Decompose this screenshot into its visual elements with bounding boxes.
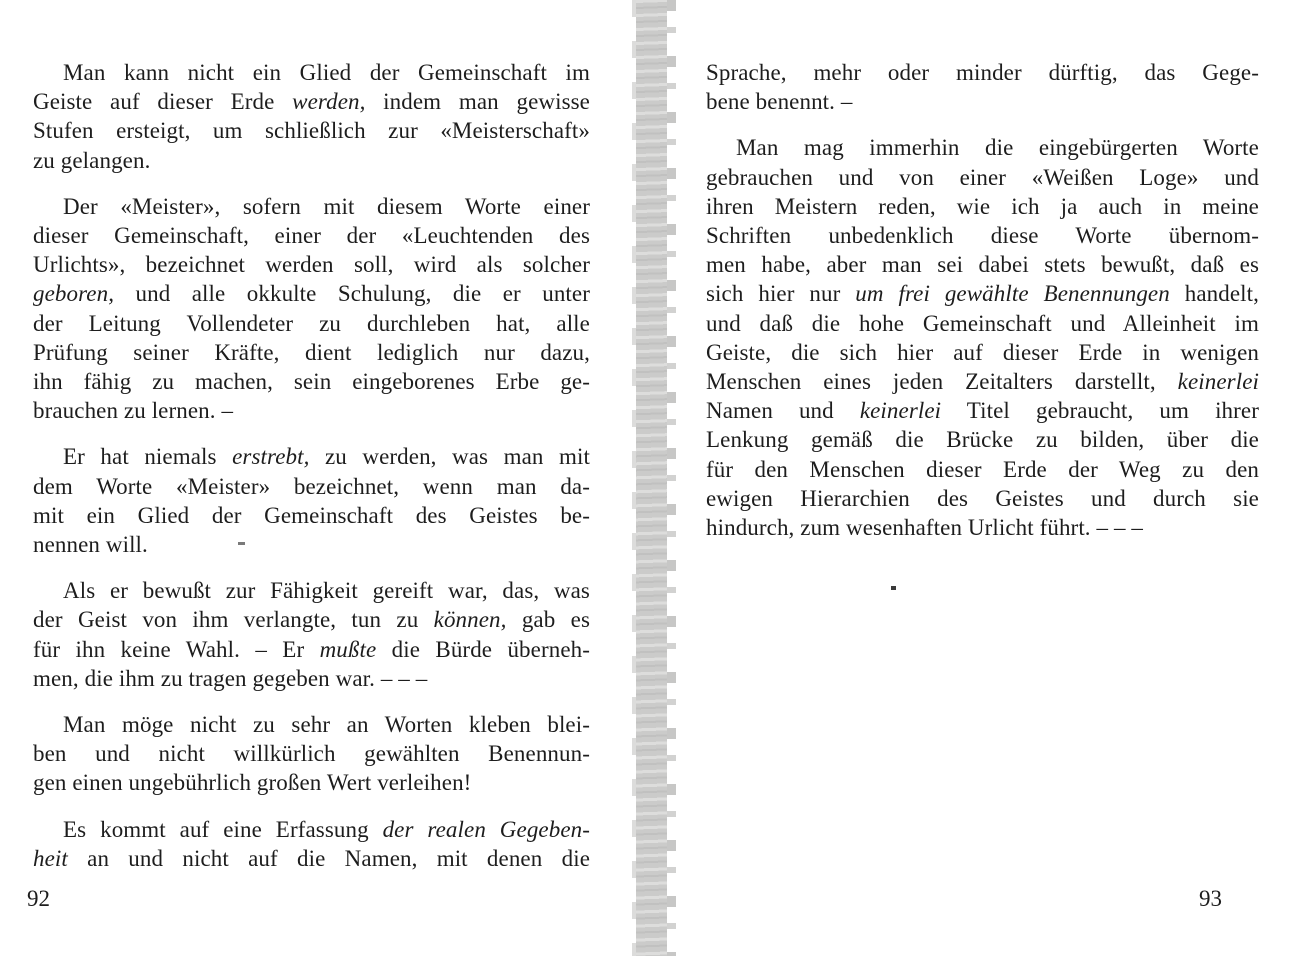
page-right-text [706, 58, 1259, 542]
text-line: brauchen zu lernen. – [33, 398, 234, 424]
text-line: Der «Meister», sofern mit diesem Worte einer [63, 193, 590, 219]
text-line: zu gelangen. [33, 147, 151, 173]
text-line: mit ein Glied der Gemeinschaft des Geistes be- [33, 502, 590, 528]
paragraph [33, 192, 590, 426]
text-line: Sprache, mehr oder minder dürftig, das Gege- [706, 60, 1259, 85]
text-line: bene benennt. – [706, 89, 853, 115]
text-line: und daß die hohe Gemeinschaft und Alleinheit im [706, 310, 1259, 336]
text-line: Lenkung gemäß die Brücke zu bilden, über die [706, 427, 1259, 453]
text-line: Stufen ersteigt, um schließlich zur «Meisterschaft» [33, 118, 590, 144]
paragraph [33, 576, 590, 693]
text-line: ben und nicht willkürlich gewählten Benennun- [33, 741, 590, 767]
text-line: Geiste auf dieser Erde werden, indem man gewisse [33, 89, 590, 115]
text-line: hindurch, zum wesenhaften Urlicht führt. – – – [706, 515, 1144, 541]
text-line: Er hat niemals erstrebt, zu werden, was man mit [63, 444, 590, 470]
text-line: heit an und nicht auf die Namen, mit denen die [33, 845, 590, 871]
paragraph [33, 710, 590, 798]
text-line: Es kommt auf eine Erfassung der realen Gegeben- [63, 816, 590, 842]
text-line: Geiste, die sich hier auf dieser Erde in wenigen [706, 339, 1259, 365]
text-line: ihren Meistern reden, wie ich ja auch in meine [706, 193, 1259, 219]
paragraph [33, 58, 590, 175]
text-line: Man kann nicht ein Glied der Gemeinschaft im [63, 60, 590, 85]
text-line: für den Menschen dieser Erde der Weg zu den [706, 456, 1259, 482]
text-line: sich hier nur um frei gewählte Benennungen handelt, [706, 281, 1259, 307]
text-line: Schriften unbedenklich diese Worte übernom- [706, 223, 1259, 249]
text-line: der Geist von ihm verlangte, tun zu können, gab es [33, 607, 590, 633]
text-line: men, die ihm zu tragen gegeben war. – – – [33, 665, 428, 691]
paragraph [33, 442, 590, 559]
text-line: men habe, aber man sei dabei stets bewußt, daß es [706, 252, 1259, 278]
text-line: für ihn keine Wahl. – Er mußte die Bürde überneh- [33, 636, 590, 662]
text-line: gen einen ungebührlich großen Wert verleihen! [33, 770, 472, 796]
text-line: dieser Gemeinschaft, einer der «Leuchtenden des [33, 223, 590, 249]
text-line: Prüfung seiner Kräfte, dient lediglich nur dazu, [33, 339, 590, 365]
text-line: Menschen eines jeden Zeitalters darstellt, keinerlei [706, 369, 1259, 395]
text-line: Man möge nicht zu sehr an Worten kleben blei- [63, 712, 590, 738]
text-line: ewigen Hierarchien des Geistes und durch sie [706, 485, 1259, 511]
text-line: gebrauchen und von einer «Weißen Loge» und [706, 164, 1259, 190]
text-line: ihn fähig zu machen, sein eingeborenes Erbe ge- [33, 369, 590, 395]
paragraph [33, 815, 590, 873]
text-line: Namen und keinerlei Titel gebraucht, um ihrer [706, 398, 1259, 424]
text-line: der Leitung Vollendeter zu durchleben hat, alle [33, 310, 590, 336]
page-left-text [33, 58, 590, 873]
text-line: Man mag immerhin die eingebürgerten Worte [736, 135, 1259, 161]
text-line: nennen will. [33, 532, 148, 558]
text-line: Als er bewußt zur Fähigkeit gereift war, das, was [63, 578, 590, 604]
text-line: geboren, und alle okkulte Schulung, die er unter [33, 281, 590, 307]
scan-speck [238, 542, 245, 545]
page-number-right: 93 [1199, 886, 1222, 911]
page-number-left: 92 [27, 886, 50, 911]
text-line: dem Worte «Meister» bezeichnet, wenn man da- [33, 473, 590, 499]
scan-speck [891, 586, 896, 590]
text-line: Urlichts», bezeichnet werden soll, wird als solcher [33, 252, 590, 278]
book-spine-gutter [636, 0, 667, 956]
paragraph [706, 58, 1259, 116]
paragraph [706, 133, 1259, 542]
